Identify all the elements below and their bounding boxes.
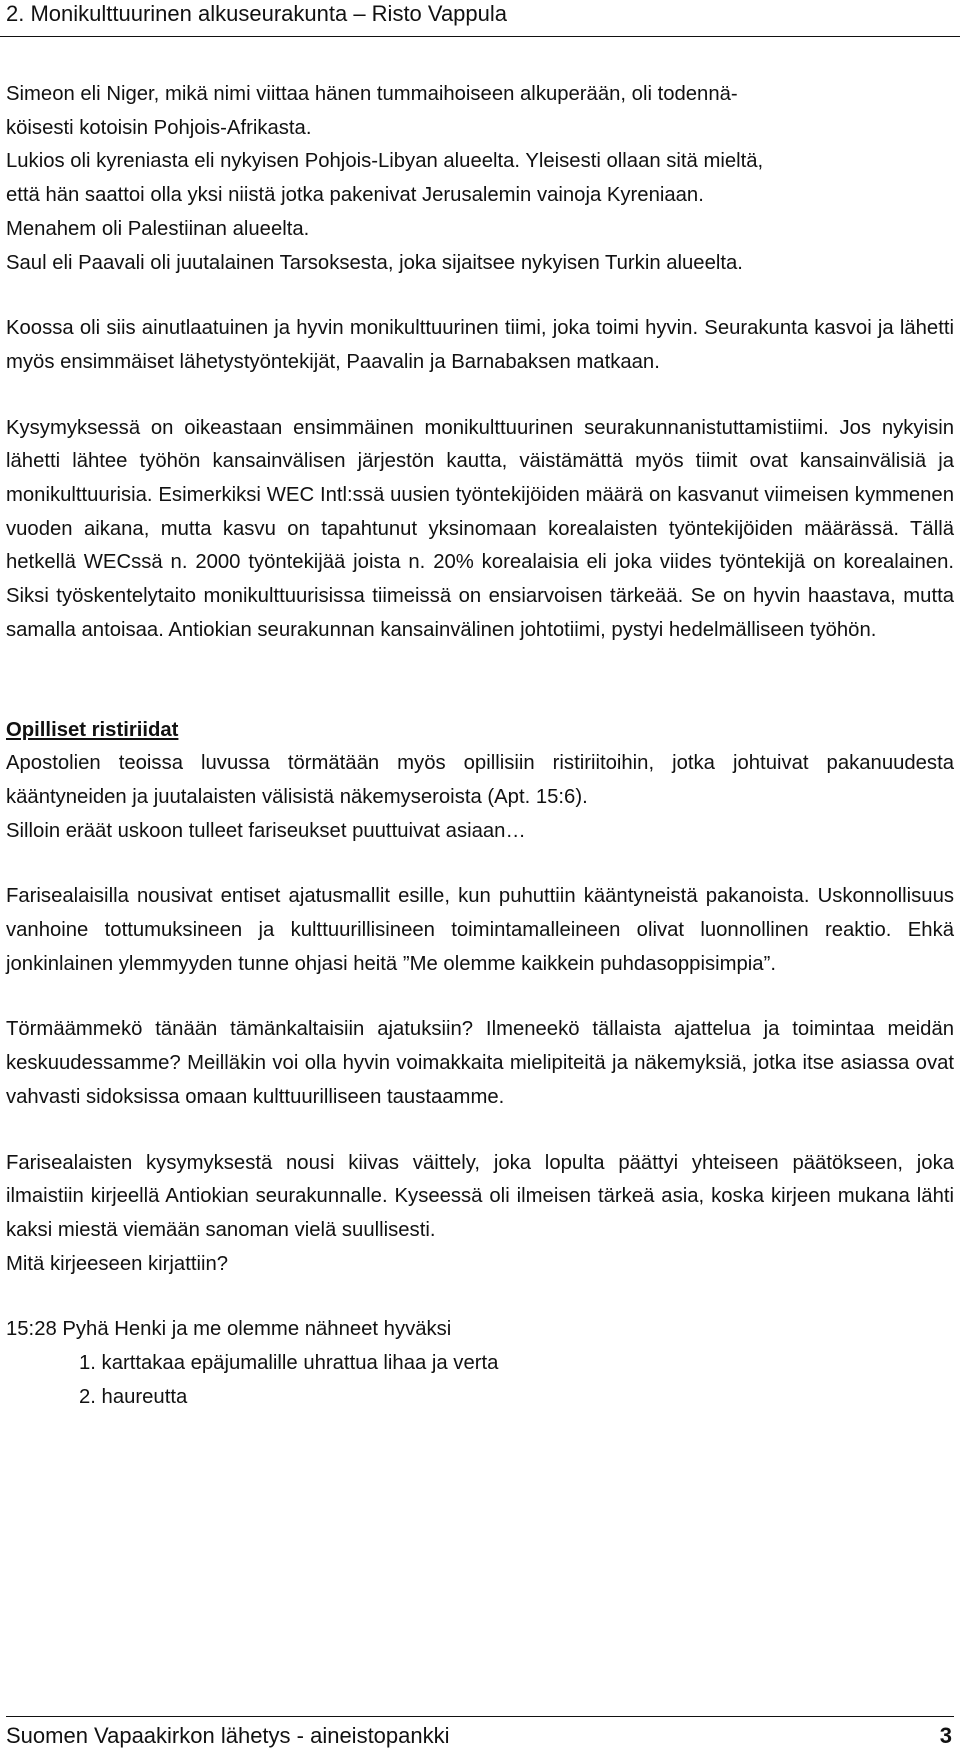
intro-lines: [6, 78, 954, 280]
paragraph-gap: [6, 981, 954, 1013]
paragraph-gap: [6, 848, 954, 880]
paragraph-question: Kysymyksessä on oikeastaan ensimmäinen monikulttuurinen seurakunnanistuttamistiimi. Jos nykyisin lähetti lähtee työhön kansainvälisen järjestön kautta, väistämättä myös tiimit ovat kansainvälisiä ja monikulttuurisia. Esimerkiksi WEC Intl:ssä uusien työntekijöiden määrä on kasvanut viimeisen kymmenen vuoden aikana, mutta kasvu on tapahtunut yksinomaan korealaisten työntekijöiden määrässä. Tällä hetkellä WECssä n. 2000 työntekijää joista n. 20% korealaisia eli joka viides työntekijä on korealainen. Siksi työskentelytaito monikulttuurisissa tiimeissä on ensiarvoisen tärkeää. Se on hyvin haastava, mutta samalla antoisaa. Antiokian seurakunnan kansainvälinen johtotiimi, pystyi hedelmälliseen työhön.: [6, 416, 954, 641]
paragraph-gap: [6, 380, 954, 412]
text-line: Silloin eräät uskoon tulleet fariseukset puuttuivat asiaan…: [6, 819, 526, 842]
text-line: Saul eli Paavali oli juutalainen Tarsoksesta, joka sijaitsee nykyisen Turkin alueelta.: [6, 251, 743, 274]
text-line: köisesti kotoisin Pohjois-Afrikasta.: [6, 116, 312, 139]
paragraph-gap: [6, 1115, 954, 1147]
paragraph-section-intro: Apostolien teoissa luvussa törmätään myös opillisiin ristiriitoihin, jotka johtuivat pakanuudesta kääntyneiden ja juutalaisten välisistä näkemyseroista (Apt. 15:6).: [6, 752, 954, 808]
document-body: [6, 78, 954, 1415]
page-footer: [6, 1716, 954, 1747]
section-heading: Opilliset ristiriidat: [6, 718, 179, 741]
paragraph-today: Törmäämmekö tänään tämänkaltaisiin ajatuksiin? Ilmeneekö tällaista ajattelua ja toimintaa meidän keskuudessamme? Meilläkin voi olla hyvin voimakkaita mielipiteitä ja näkemyksiä, jotka itse asiassa ovat vahvasti sidoksissa omaan kulttuurilliseen taustaamme.: [6, 1018, 954, 1108]
list-item: 2. haureutta: [79, 1385, 188, 1408]
text-line: Mitä kirjeeseen kirjattiin?: [6, 1252, 229, 1275]
list-item: 1. karttakaa epäjumalille uhrattua lihaa ja verta: [79, 1352, 499, 1375]
verse-line: 15:28 Pyhä Henki ja me olemme nähneet hyväksi: [6, 1318, 452, 1341]
page-number: 3: [939, 1723, 952, 1748]
paragraph-team: Koossa oli siis ainutlaatuinen ja hyvin monikulttuurinen tiimi, joka toimi hyvin. Seurakunta kasvoi ja lähetti myös ensimmäiset lähetystyöntekijät, Paavalin ja Barnabaksen matkaan.: [6, 317, 954, 373]
text-line: Lukios oli kyreniasta eli nykyisen Pohjois-Libyan alueelta. Yleisesti ollaan sitä mieltä,: [6, 150, 764, 173]
page-header: [0, 0, 960, 37]
paragraph-letter: Farisealaisten kysymyksestä nousi kiivas väittely, joka lopulta päättyi yhteiseen päätökseen, joka ilmaistiin kirjeellä Antiokian seurakunnalle. Kyseessä oli ilmeisen tärkeä asia, koska kirjeen mukana lähti kaksi miestä viemään sanoman vielä suullisesti.: [6, 1151, 954, 1241]
paragraph-pharisees: Farisealaisilla nousivat entiset ajatusmallit esille, kun puhuttiin kääntyneistä pakanoista. Uskonnollisuus vanhoine tottumuksineen ja kulttuurillisineen toimintamalleineen olivat luonnollinen reaktio. Ehkä jonkinlainen ylemmyyden tunne ohjasi heitä ”Me olemme kaikkein puhdasoppisimpia”.: [6, 885, 954, 975]
text-line: että hän saattoi olla yksi niistä jotka pakenivat Jerusalemin vainoja Kyreniaan.: [6, 184, 704, 207]
text-line: Simeon eli Niger, mikä nimi viittaa hänen tummaihoiseen alkuperään, oli todennä-: [6, 83, 738, 105]
paragraph-gap: [6, 280, 954, 312]
header-title: 2. Monikulttuurinen alkuseurakunta – Risto Vappula: [6, 1, 508, 26]
text-line: Menahem oli Palestiinan alueelta.: [6, 217, 310, 240]
numbered-list: [6, 1347, 954, 1414]
section-gap: [6, 648, 954, 714]
footer-text: Suomen Vapaakirkon lähetys - aineistopankki: [6, 1723, 450, 1748]
paragraph-gap: [6, 1281, 954, 1313]
